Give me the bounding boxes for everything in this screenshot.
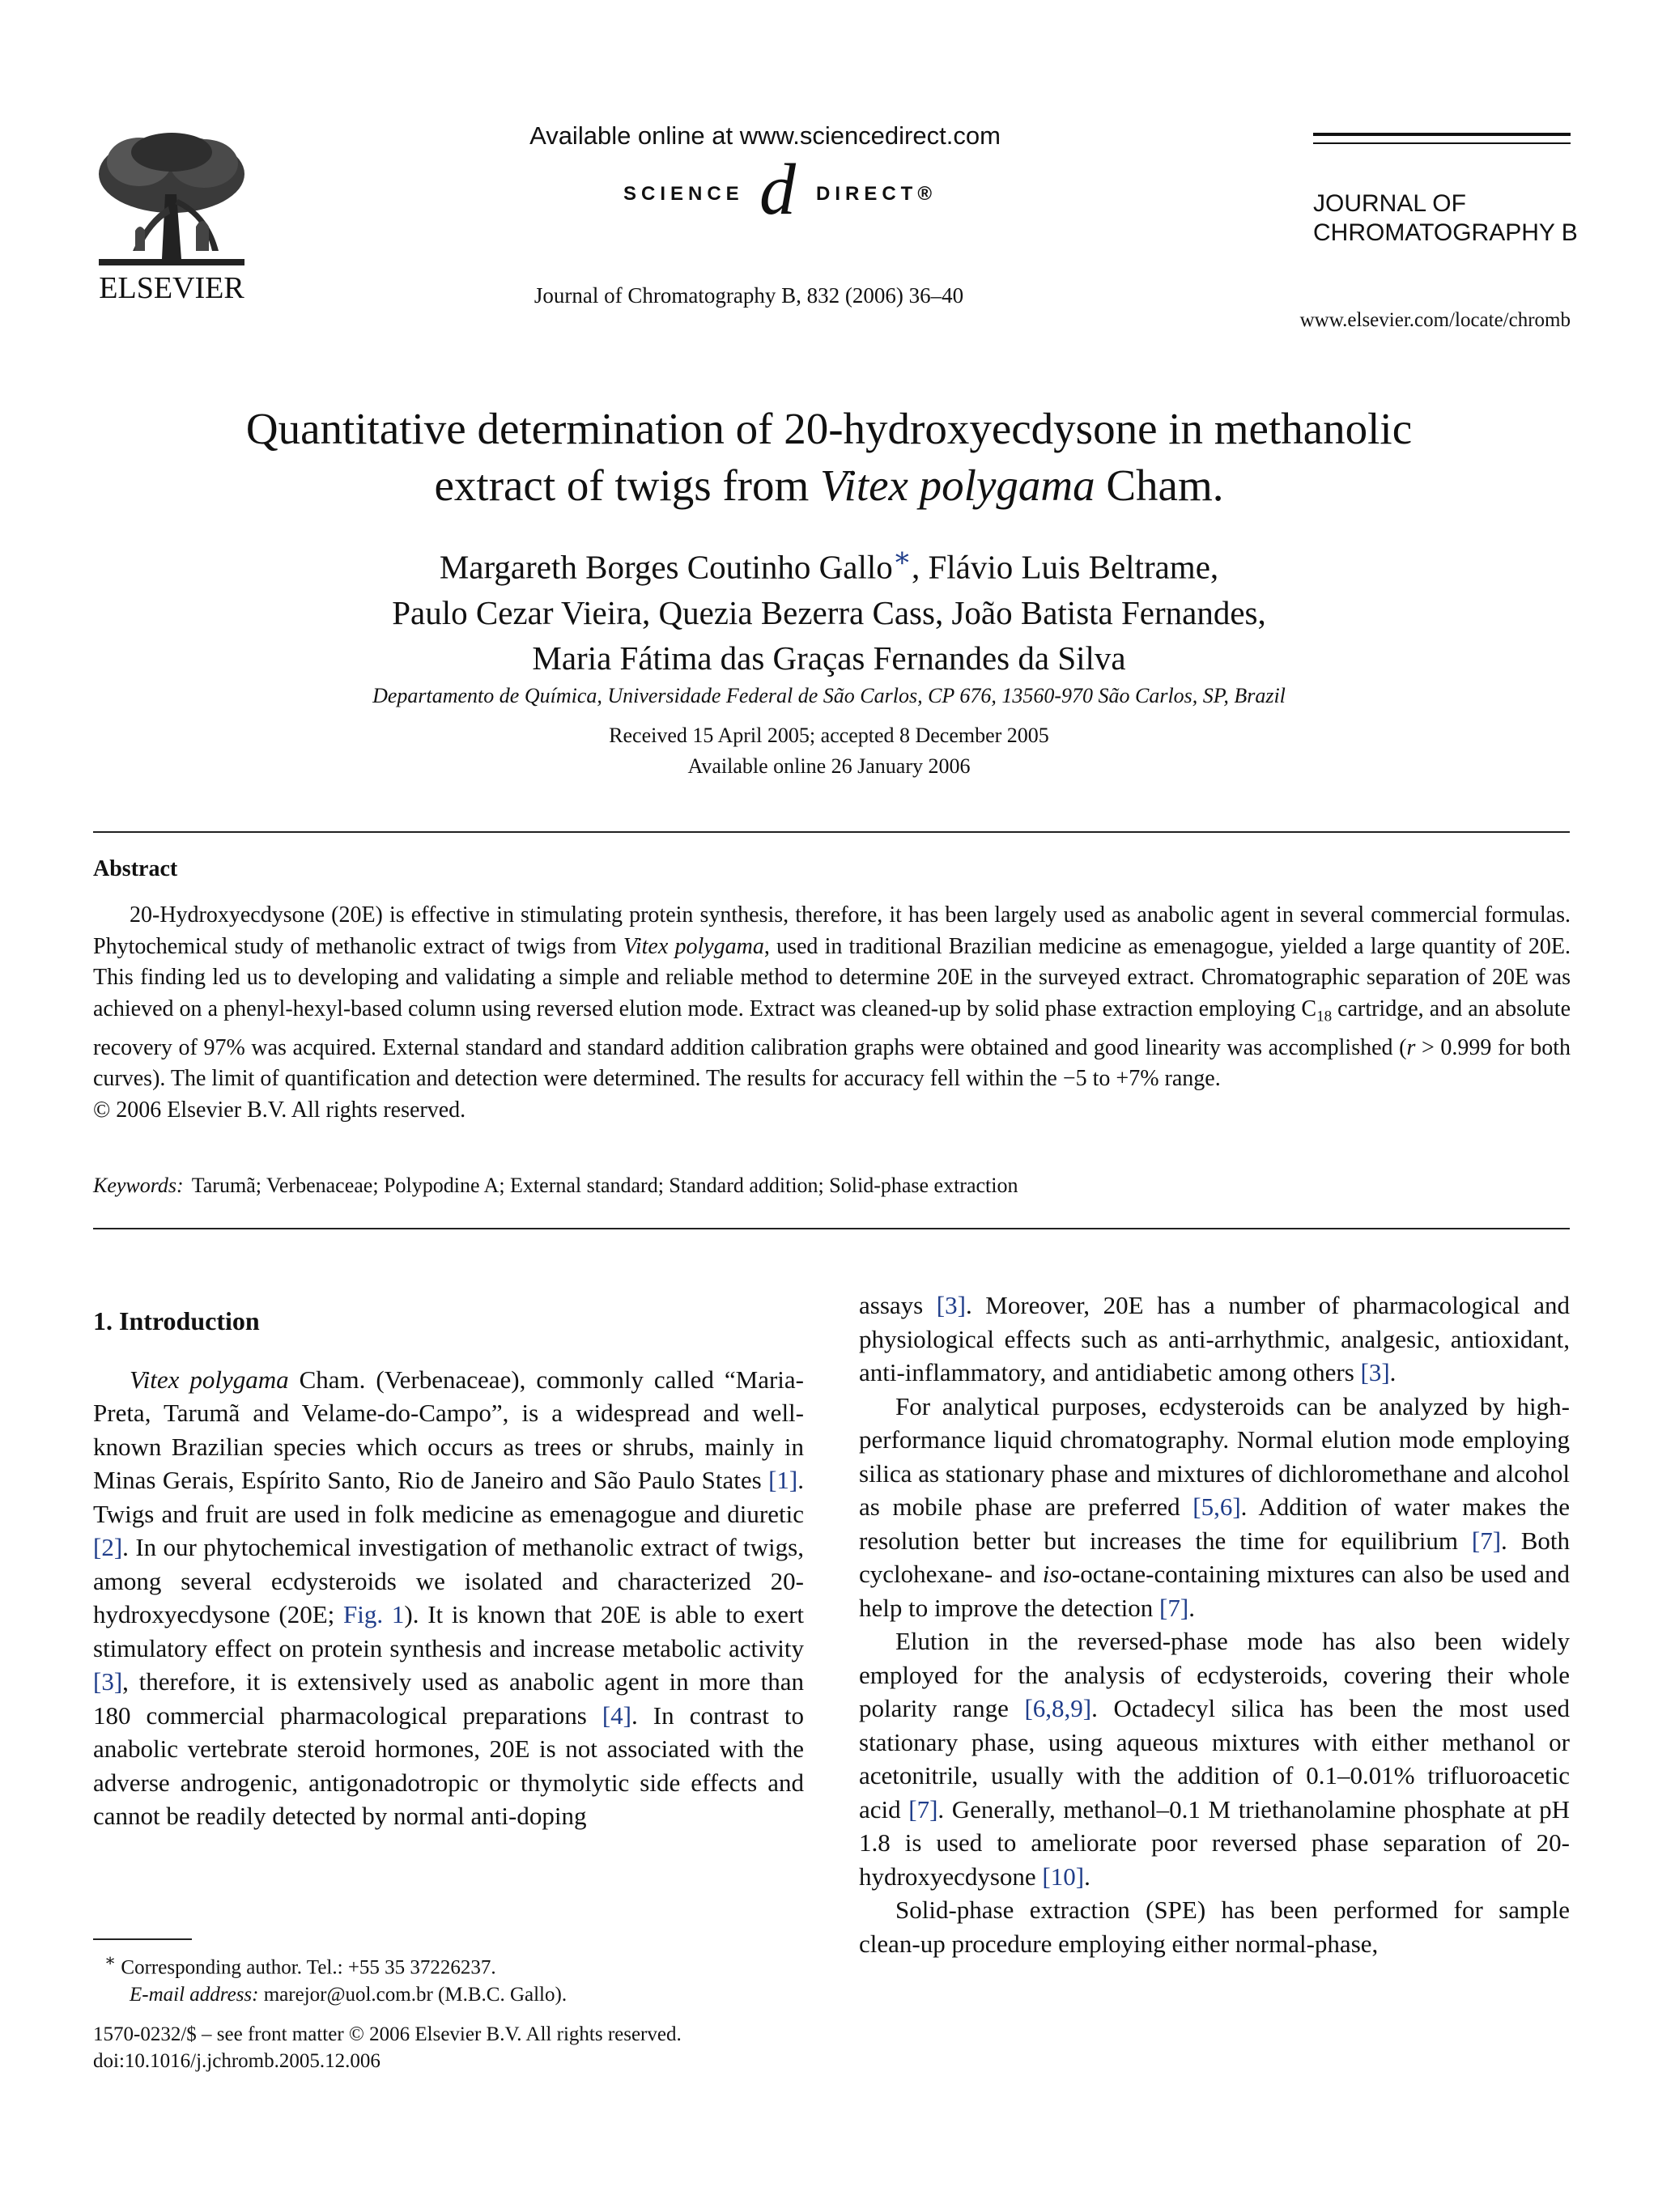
abstract-heading: Abstract — [93, 856, 178, 881]
sciencedirect-logo[interactable] — [502, 150, 1028, 233]
divider-top — [93, 831, 1570, 833]
footnote-corresponding: ∗ Corresponding author. Tel.: +55 35 37226237. — [104, 1951, 496, 1979]
authors-line1: Margareth Borges Coutinho Gallo∗, Flávio Luis Beltrame, — [439, 543, 1219, 586]
issn-line: 1570-0232/$ – see front matter © 2006 Elsevier B.V. All rights reserved. — [93, 2023, 682, 2045]
reference-link[interactable]: [3] — [93, 1667, 123, 1696]
sciencedirect-logo-right: DIRECT® — [816, 183, 937, 205]
right-column — [859, 1289, 1570, 1960]
sciencedirect-logo-left: SCIENCE — [623, 183, 744, 205]
journal-rule-thin — [1313, 142, 1571, 144]
reference-link[interactable]: [7] — [1471, 1526, 1502, 1555]
title-line2: extract of twigs from Vitex polygama Cham. — [434, 461, 1224, 510]
received-date: Received 15 April 2005; accepted 8 December 2005 — [609, 724, 1049, 747]
footnote — [93, 1947, 806, 2009]
abstract-paragraph: 20-Hydroxyecdysone (20E) is effective in stimulating protein synthesis, therefore, it has been largely used as anabolic agent in several commercial formulas. Phytochemical study of methanolic extract of twigs from Vitex polygama, used in traditional Brazilian medicine as emenagogue, yielded a large quantity of 20E. This finding led us to developing and validating a simple and reliable method to determine 20E in the surveyed extract. Chromatographic separation of 20E was achieved on a phenyl-hexyl-based column using reversed elution mode. Extract was cleaned-up by solid phase extraction employing $C_{18}$ cartridge, and an absolute recovery of 97% was acquired. External standard and standard addition calibration graphs were obtained and good linearity was accomplished (r > 0.999 for both curves). The limit of quantification and detection were determined. The results for accuracy fell within the −5 to +7% range. — [93, 902, 1571, 1092]
keywords — [93, 1174, 1571, 1198]
intro-paragraph-1-cont: assays [3]. Moreover, 20E has a number of pharmacological and physiological effects such as anti-arrhythmic, analgesic, antioxidant, anti-inflammatory, and antidiabetic among others [3]. — [859, 1291, 1570, 1386]
reference-link[interactable]: [2] — [93, 1533, 123, 1561]
section-heading-introduction: 1. Introduction — [93, 1306, 260, 1335]
reference-link[interactable]: [5,6] — [1192, 1492, 1241, 1521]
front-matter — [93, 2021, 822, 2074]
doi-line[interactable]: doi:10.1016/j.jchromb.2005.12.006 — [93, 2050, 380, 2072]
intro-paragraph-3: Elution in the reversed-phase mode has also been widely employed for the analysis of ecdysteroids, covering their whole polarity range [6,8,9]. Octadecyl silica has been the most used stationary phase, using aqueous mixtures with either methanol or acetonitrile, usually with the addition of 0.1–0.01% trifluoroacetic acid [7]. Generally, methanol–0.1 M triethanolamine phosphate at pH 1.8 is used to ameliorate poor reversed phase separation of 20-hydroxyecdysone [10]. — [859, 1627, 1570, 1891]
available-date: Available online 26 January 2006 — [687, 754, 971, 778]
divider-bottom — [93, 1228, 1570, 1229]
intro-paragraph-4: Solid-phase extraction (SPE) has been performed for sample clean-up procedure employing either normal-phase, — [859, 1896, 1570, 1958]
reference-link[interactable]: [1] — [768, 1466, 798, 1494]
reference-link[interactable]: [6,8,9] — [1024, 1694, 1092, 1722]
journal-name-line2: CHROMATOGRAPHY B — [1313, 219, 1578, 246]
species-name: Vitex polygama — [820, 461, 1095, 510]
reference-link[interactable]: [10] — [1042, 1862, 1085, 1891]
journal-name-line1: JOURNAL OF — [1313, 190, 1466, 217]
intro-paragraph-2: For analytical purposes, ecdysteroids can be analyzed by high-performance liquid chromatography. Normal elution mode employing silica as stationary phase and mixtures of dichloromethane and alcohol as mobile phase are preferred [5,6]. Addition of water makes the resolution better but increases the time for equilibrium [7]. Both cyclohexane- and iso-octane-containing mixtures can also be used and help to improve the detection [7]. — [859, 1391, 1571, 1622]
keywords-list: Tarumã; Verbenaceae; Polypodine A; External standard; Standard addition; Solid-phase extraction — [191, 1174, 1018, 1197]
elsevier-tree-icon — [91, 129, 253, 271]
reference-link[interactable]: [7] — [908, 1794, 938, 1824]
publisher-wordmark: ELSEVIER — [99, 271, 244, 305]
journal-name — [1313, 189, 1580, 248]
journal-citation: Journal of Chromatography B, 832 (2006) 36–40 — [534, 283, 964, 308]
abstract-copyright: © 2006 Elsevier B.V. All rights reserved. — [93, 1097, 466, 1123]
intro-paragraph-1: Vitex polygama Cham. (Verbenaceae), commonly called “Maria-Preta, Tarumã and Velame-do-Campo”, is a widespread and well-known Brazilian species which occurs as trees or shrubs, mainly in Minas Gerais, Espírito Santo, Rio de Janeiro and São Paulo States [1]. Twigs and fruit are used in folk medicine as emenagogue and diuretic [2]. In our phytochemical investigation of methanolic extract of twigs, among several ecdysteroids we isolated and characterized 20-hydroxyecdysone (20E; Fig. 1). It is known that 20E is able to exert stimulatory effect on protein synthesis and increase metabolic activity [3], therefore, it is extensively used as anabolic agent in more than 180 commercial pharmacological preparations [4]. In contrast to anabolic vertebrate steroid hormones, 20E is not associated with the adverse androgenic, antigonadotropic or thymolytic side effects and cannot be readily detected by normal anti-doping — [93, 1365, 805, 1830]
abstract-body — [93, 900, 1571, 1126]
article-dates — [121, 720, 1537, 782]
sciencedirect-at-icon: d — [759, 150, 796, 230]
journal-url[interactable]: www.elsevier.com/locate/chromb — [1299, 309, 1571, 331]
reference-link[interactable]: [3] — [936, 1291, 966, 1319]
reference-link[interactable]: [4] — [602, 1700, 631, 1730]
affiliation: Departamento de Química, Universidade Federal de São Carlos, CP 676, 13560-970 São Carlos, SP, Brazil — [372, 684, 1286, 707]
left-column — [93, 1305, 804, 1833]
footnote-email: E-mail address: marejor@uol.com.br (M.B.C. Gallo). — [130, 1984, 568, 2006]
reference-link[interactable]: [3] — [1360, 1358, 1390, 1386]
keywords-label: Keywords: — [93, 1174, 184, 1197]
figure-link[interactable]: Fig. 1 — [343, 1600, 405, 1628]
authors-line2: Paulo Cezar Vieira, Quezia Bezerra Cass, João Batista Fernandes, — [392, 593, 1266, 631]
authors-line3: Maria Fátima das Graças Fernandes da Silva — [532, 639, 1126, 677]
footnote-rule — [93, 1938, 192, 1940]
article-title — [121, 401, 1537, 514]
title-line1: Quantitative determination of 20-hydroxyecdysone in methanolic — [245, 404, 1413, 453]
journal-rule-thick — [1313, 133, 1571, 136]
available-online-line[interactable]: Available online at www.sciencedirect.com — [529, 121, 1001, 150]
corresponding-author-link[interactable]: ∗ — [892, 543, 912, 573]
author-list — [121, 536, 1537, 681]
reference-link[interactable]: [7] — [1159, 1593, 1189, 1622]
